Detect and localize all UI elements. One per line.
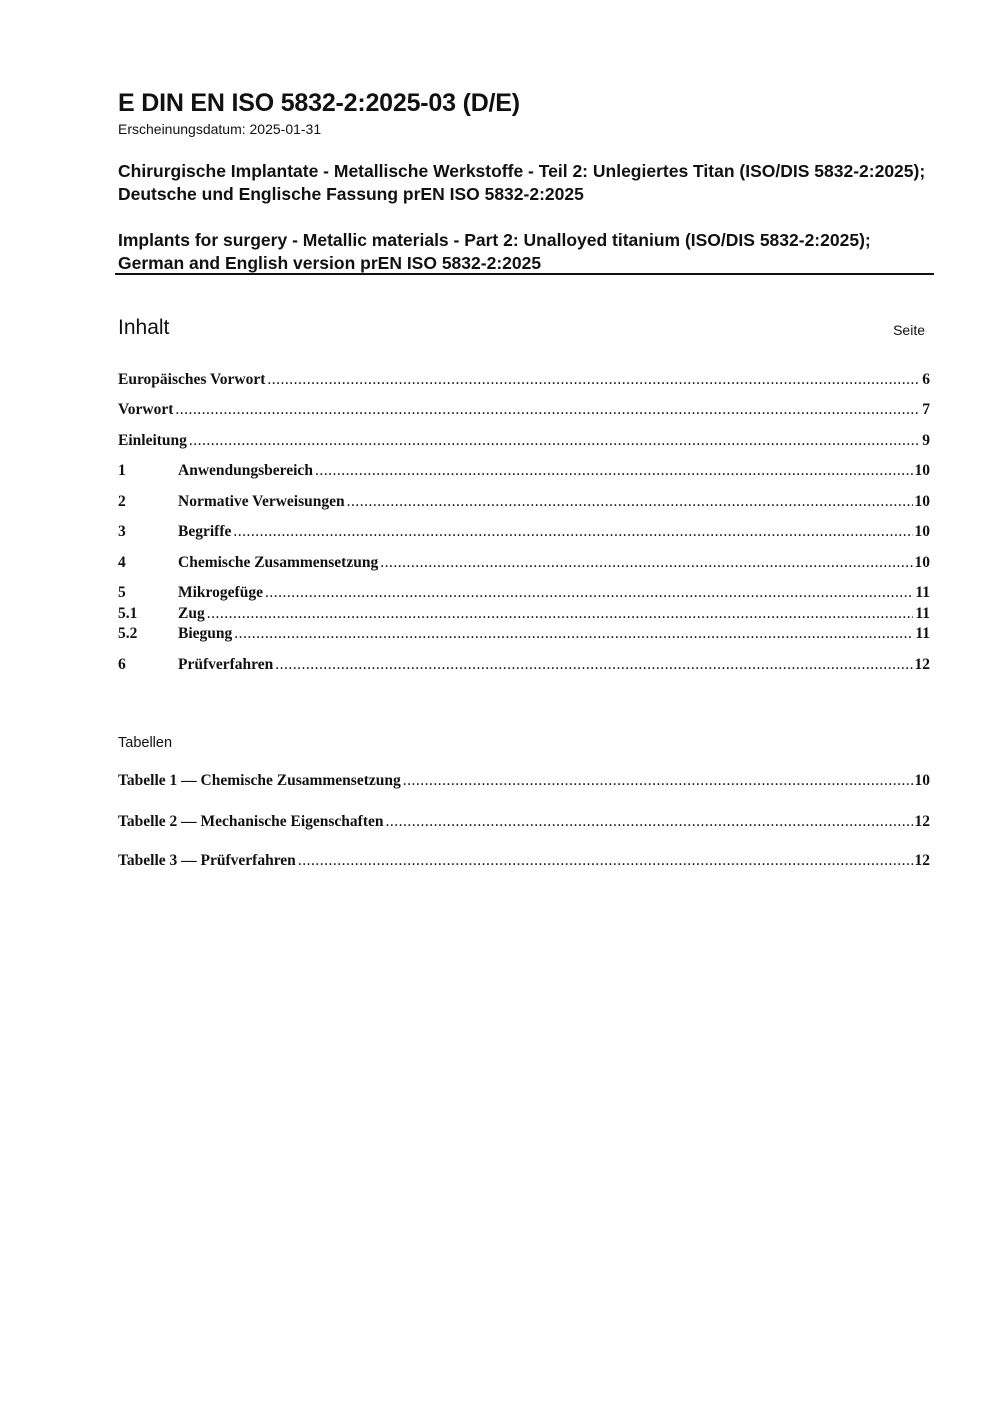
toc-entry-number: 4 <box>118 554 126 571</box>
toc-entry-number: 5.1 <box>118 605 138 622</box>
table-entry-label: Tabelle 3 — Prüfverfahren <box>118 852 296 869</box>
toc-entry-label: Einleitung <box>118 432 187 449</box>
toc-entry[interactable] <box>118 523 930 541</box>
toc-entry-number: 6 <box>118 656 126 673</box>
dot-leader <box>233 523 912 541</box>
dot-leader <box>207 605 914 623</box>
dot-leader <box>386 813 913 831</box>
toc-entry[interactable] <box>118 656 930 674</box>
dot-leader <box>234 625 913 643</box>
toc-entry-number: 5.2 <box>118 625 138 642</box>
table-list-entry[interactable] <box>118 852 930 870</box>
dot-leader <box>175 401 920 419</box>
toc-entry[interactable] <box>118 605 930 623</box>
toc-entry[interactable] <box>118 493 930 511</box>
dot-leader <box>298 852 913 870</box>
toc-entry-label: Biegung <box>178 625 233 642</box>
toc-entry-page: 6 <box>922 371 930 388</box>
toc-entry-label: Prüfverfahren <box>178 656 274 673</box>
toc-entry-label: Europäisches Vorwort <box>118 371 266 388</box>
dot-leader <box>267 371 920 389</box>
header-rule <box>115 273 934 275</box>
publication-date: Erscheinungsdatum: 2025-01-31 <box>118 121 322 137</box>
title-german: Chirurgische Implantate - Metallische Werkstoffe - Teil 2: Unlegiertes Titan (ISO/DIS 5832-2:2025); Deutsche und Englische Fassung prEN ISO 5832-2:2025 <box>118 161 926 204</box>
table-list-entry[interactable] <box>118 813 930 831</box>
toc-entry-label: Chemische Zusammensetzung <box>178 554 379 571</box>
dot-leader <box>275 656 912 674</box>
table-entry-page: 10 <box>914 772 930 789</box>
toc-entry[interactable] <box>118 584 930 602</box>
dot-leader <box>315 462 913 480</box>
table-entry-page: 12 <box>914 813 930 830</box>
dot-leader <box>403 772 913 790</box>
toc-entry-number: 3 <box>118 523 126 540</box>
toc-entry-page: 11 <box>915 605 930 622</box>
toc-entry-page: 10 <box>914 523 930 540</box>
toc-entry-page: 7 <box>922 401 930 418</box>
toc-entry-label: Anwendungsbereich <box>178 462 313 479</box>
toc-entry-label: Mikrogefüge <box>178 584 263 601</box>
dot-leader <box>347 493 913 511</box>
toc-heading: Inhalt <box>118 316 170 339</box>
toc-entry[interactable] <box>118 401 930 419</box>
toc-entry[interactable] <box>118 625 930 643</box>
toc-entry-page: 10 <box>914 554 930 571</box>
toc-entry-page: 10 <box>914 493 930 510</box>
toc-entry[interactable] <box>118 554 930 572</box>
toc-entry-page: 9 <box>922 432 930 449</box>
dot-leader <box>189 432 920 450</box>
toc-entry-page: 11 <box>915 584 930 601</box>
toc-entry-label: Begriffe <box>178 523 232 540</box>
toc-entry-page: 10 <box>914 462 930 479</box>
dot-leader <box>380 554 912 572</box>
toc-entry[interactable] <box>118 462 930 480</box>
table-entry-label: Tabelle 2 — Mechanische Eigenschaften <box>118 813 384 830</box>
toc-entry[interactable] <box>118 371 930 389</box>
toc-entry-page: 11 <box>915 625 930 642</box>
table-entry-label: Tabelle 1 — Chemische Zusammensetzung <box>118 772 401 789</box>
toc-entry[interactable] <box>118 432 930 450</box>
toc-entry-label: Zug <box>178 605 205 622</box>
title-english: Implants for surgery - Metallic materials - Part 2: Unalloyed titanium (ISO/DIS 5832-2:2025); German and English version prEN ISO 5832-2:2025 <box>118 230 871 273</box>
table-entry-page: 12 <box>914 852 930 869</box>
toc-entry-number: 1 <box>118 462 126 479</box>
toc-page-column-label: Seite <box>893 322 925 338</box>
toc-entry-number: 5 <box>118 584 126 601</box>
table-list-entry[interactable] <box>118 772 930 790</box>
document-id: E DIN EN ISO 5832-2:2025-03 (D/E) <box>118 89 520 117</box>
toc-entry-page: 12 <box>914 656 930 673</box>
dot-leader <box>265 584 913 602</box>
toc-entry-number: 2 <box>118 493 126 510</box>
toc-entry-label: Normative Verweisungen <box>178 493 345 510</box>
tables-heading: Tabellen <box>118 735 173 751</box>
toc-entry-label: Vorwort <box>118 401 174 418</box>
